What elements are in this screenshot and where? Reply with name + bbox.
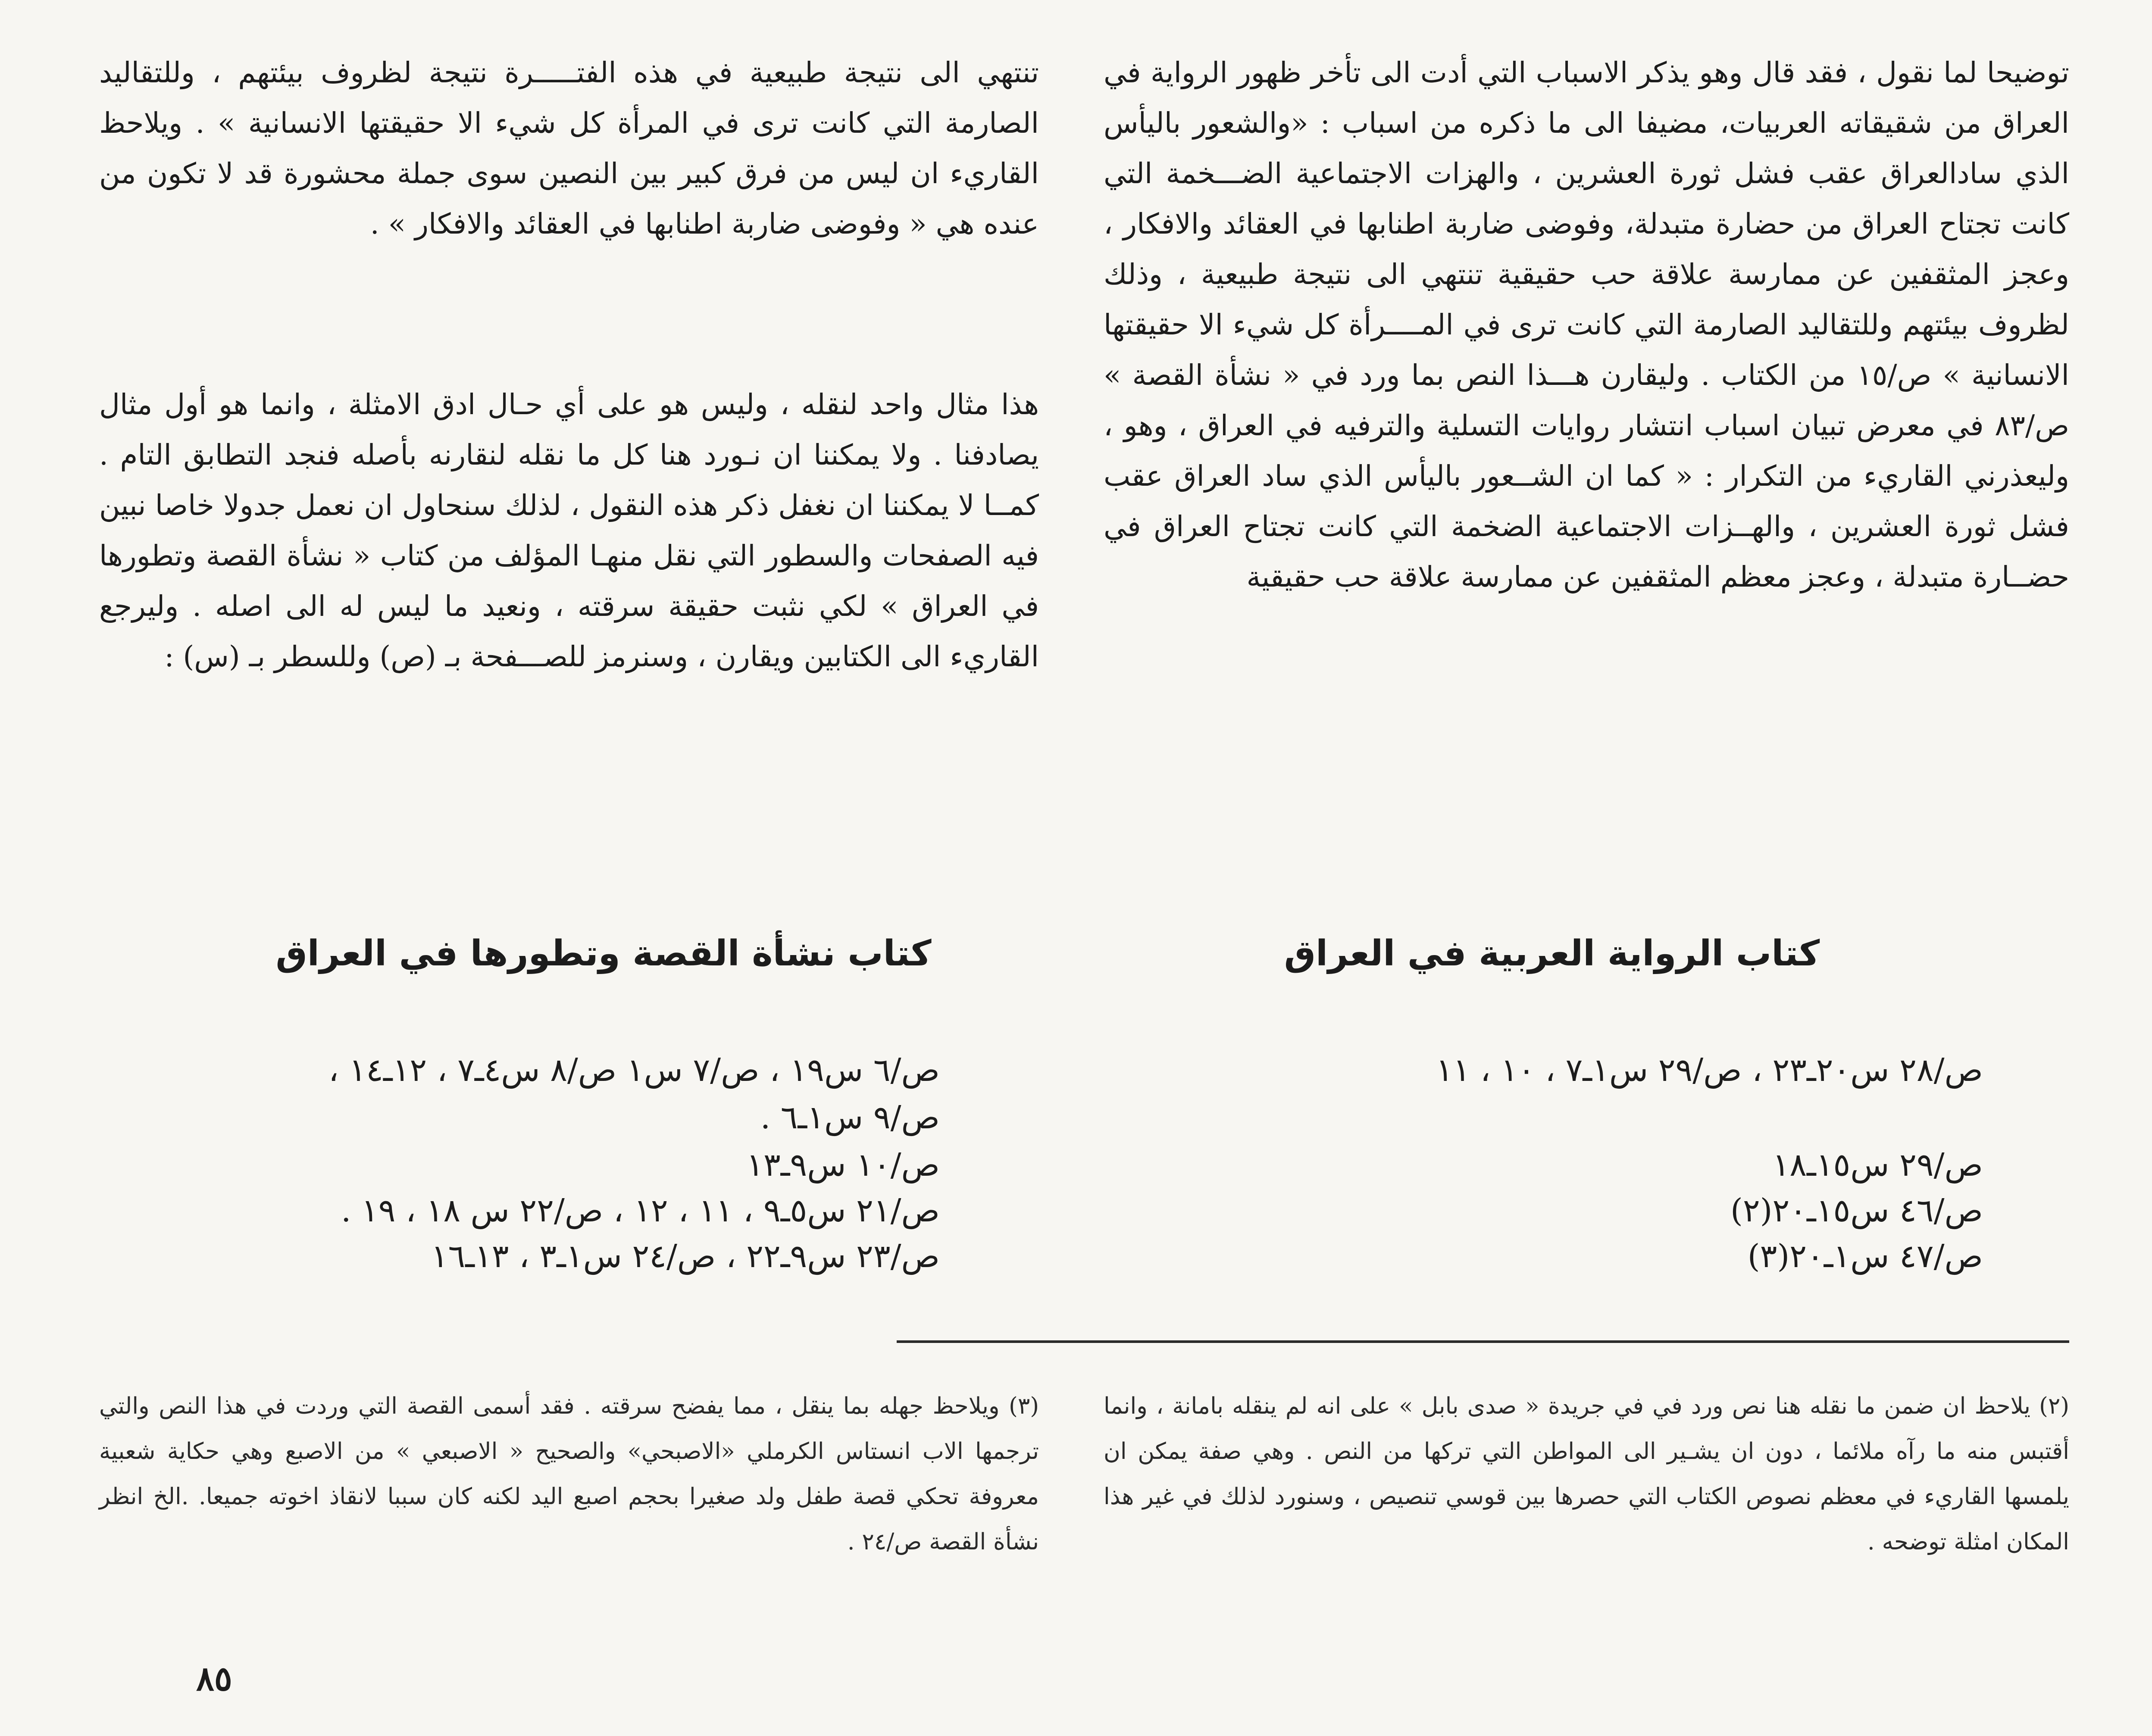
reference-item: ص/٢٣ س٩ـ٢٢ ، ص/٢٤ س١ـ٣ ، ١٣ـ١٦	[431, 1238, 940, 1275]
reference-item: ص/٩ س١ـ٦ .	[760, 1099, 940, 1136]
left-column-paragraph-2: هذا مثال واحد لنقله ، وليس هو على أي حـال ادق الامثلة ، وانما هو أول مثال يصادفنا . ولا يمكننا ان نـورد هنا كل ما نقله لنقارنه بأصله فنجد التطابق التام . كمــا لا يمكننا ان نغفل ذكر هذه النقول ، لذلك سنحاول ان نعمل جدولا خاصا نبين فيه الصفحات والسطور التي نقل منهـا المؤلف من كتاب « نشأة القصة وتطورها في العراق » لكي نثبت حقيقة سرقته ، ونعيد ما ليس له الى اصله . وليرجع القاريء الى الكتابين ويقارن ، وسنرمز للصـــفحة بـ (ص) وللسطر بـ (س) :	[99, 388, 1039, 673]
right-column	[1104, 47, 2069, 602]
left-column	[99, 47, 1039, 249]
reference-item: ص/١٠ س٩ـ١٣	[746, 1146, 940, 1183]
left-column-second-block	[99, 379, 1039, 682]
heading-right-book: كتاب الرواية العربية في العراق	[1284, 933, 1820, 974]
reference-item: ص/٢٨ س٢٠ـ٢٣ ، ص/٢٩ س١ـ٧ ، ١٠ ، ١١	[1436, 1052, 1983, 1089]
left-column-paragraph-1: تنتهي الى نتيجة طبيعية في هذه الفتـــــرة نتيجة لظروف بيئتهم ، وللتقاليد الصارمة التي كانت ترى في المرأة كل شيء الا حقيقتها الانسانية » . ويلاحظ القاريء ان ليس من فرق كبير بين النصين سوى جملة محشورة قد لا تكون من عنده هي « وفوضى ضاربة اطنابها في العقائد والافكار » .	[99, 56, 1039, 240]
footnote-separator	[897, 1340, 2069, 1343]
reference-item: ص/٦ س١٩ ، ص/٧ س١ ص/٨ س٤ـ٧ ، ١٢ـ١٤ ،	[328, 1052, 940, 1089]
reference-item: ص/٢٩ س١٥ـ١٨	[1772, 1146, 1983, 1183]
right-references-list	[1121, 1052, 1983, 1283]
reference-item: ص/٢١ س٥ـ٩ ، ١١ ، ١٢ ، ص/٢٢ س ١٨ ، ١٩ .	[341, 1192, 940, 1229]
heading-left-book: كتاب نشأة القصة وتطورها في العراق	[275, 933, 932, 974]
reference-item: ص/٤٦ س١٥ـ٢٠(٢)	[1730, 1192, 1983, 1229]
page-number: ٨٥	[196, 1659, 232, 1699]
footnote-right: (٢) يلاحظ ان ضمن ما نقله هنا نص ورد في في جريدة « صدى بابل » على انه لم ينقله بامانة ، وانما أقتبس منه ما رآه ملائما ، دون ان يشـير الى المواطن التي تركها من النص . وهي صفة يمكن ان يلمسها القاريء في معظم نصوص الكتاب التي حصرها بين قوسي تنصيص ، وسنورد لذلك في غير هذا المكان امثلة توضحه .	[1104, 1393, 2069, 1555]
right-column-paragraph: توضيحا لما نقول ، فقد قال وهو يذكر الاسباب التي أدت الى تأخر ظهور الرواية في العراق من شقيقاته العربيات، مضيفا الى ما ذكره من اسباب : «والشعور باليأس الذي سادالعراق عقب فشل ثورة العشرين ، والهزات الاجتماعية الضـــخمة التي كانت تجتاح العراق من حضارة متبدلة، وفوضى ضاربة اطنابها في العقائد والافكار ، وعجز المثقفين عن ممارسة علاقة حب حقيقية تنتهي الى نتيجة طبيعية ، وذلك لظروف بيئتهم وللتقاليد الصارمة التي كانت ترى في المــــرأة كل شيء الا حقيقتها الانسانية » ص/١٥ من الكتاب . وليقارن هـــذا النص بما ورد في « نشأة القصة » ص/٨٣ في معرض تبيان اسباب انتشار روايات التسلية والترفيه في العراق ، وهو ، وليعذرني القاريء من التكرار : « كما ان الشــعور باليأس الذي ساد العراق عقب فشل ثورة العشرين ، والهــزات الاجتماعية الضخمة التي كانت تجتاح العراق في حضــارة متبدلة ، وعجز معظم المثقفين عن ممارسة علاقة حب حقيقية	[1104, 56, 2069, 593]
footnote-left: (٣) ويلاحظ جهله بما ينقل ، مما يفضح سرقته . فقد أسمى القصة التي وردت في هذا النص والتي ترجمها الاب انستاس الكرملي «الاصبحي» والصحيح « الاصبعي » من الاصبع وهي حكاية شعبية معروفة تحكي قصة طفل ولد صغيرا بحجم اصبع اليد لكنه كان سببا لانقاذ اخوته جميعا. .الخ انظر نشأة القصة ص/٢٤ .	[99, 1393, 1039, 1555]
reference-item	[1121, 1099, 1983, 1146]
reference-item: ص/٤٧ س١ـ٢٠(٣)	[1747, 1238, 1983, 1275]
left-references-list	[99, 1052, 940, 1283]
